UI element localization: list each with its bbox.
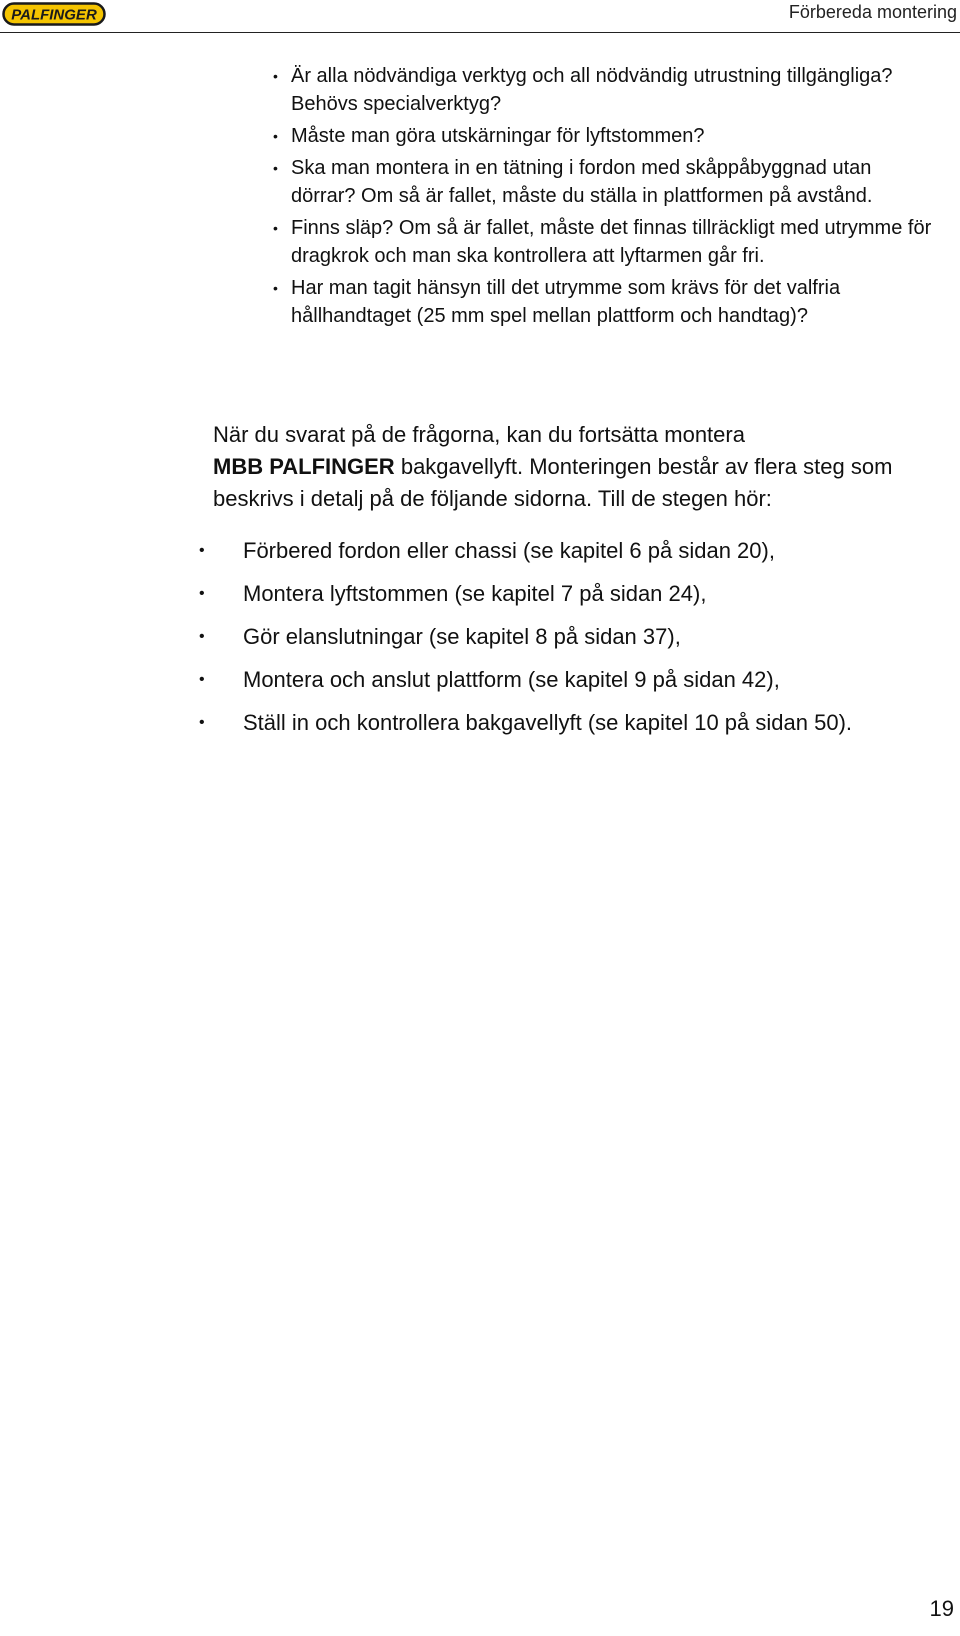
list-item: [273, 274, 933, 330]
list-item: [273, 154, 933, 210]
paragraph-text: När du svarat på de frågorna, kan du fortsätta montera: [213, 422, 745, 447]
list-item: [197, 708, 947, 738]
bullet-icon: •: [273, 280, 278, 296]
question-text: Ska man montera in en tätning i fordon med skåppåbyggnad utan dörrar? Om så är fallet, måste du ställa in plattformen på avstånd.: [291, 157, 873, 207]
list-item: [197, 665, 947, 695]
bullet-icon: •: [199, 714, 205, 731]
list-item: [197, 536, 947, 566]
bullet-icon: •: [199, 542, 205, 559]
paragraph-text: bakgavellyft. Monteringen består av flera steg som beskrivs i detalj på de följande sidorna. Till de stegen hör:: [213, 454, 893, 511]
question-text: Är alla nödvändiga verktyg och all nödvändig utrustning tillgängliga? Behövs specialverktyg?: [291, 65, 893, 115]
page-header: [0, 0, 960, 33]
logo-text: PALFINGER: [11, 6, 97, 24]
palfinger-logo: [2, 2, 106, 26]
section-title: Förbereda montering: [788, 2, 957, 22]
bullet-icon: •: [273, 128, 278, 144]
step-text: Förbered fordon eller chassi (se kapitel 6 på sidan 20),: [243, 538, 775, 563]
page-number: 19: [929, 1596, 954, 1621]
step-text: Ställ in och kontrollera bakgavellyft (se kapitel 10 på sidan 50).: [243, 710, 853, 735]
step-text: Gör elanslutningar (se kapitel 8 på sidan 37),: [243, 624, 681, 649]
step-text: Montera lyftstommen (se kapitel 7 på sidan 24),: [243, 581, 707, 606]
list-item: [273, 214, 933, 270]
question-text: Har man tagit hänsyn till det utrymme som krävs för det valfria hållhandtaget (25 mm spel mellan plattform och handtag)?: [291, 277, 841, 327]
question-text: Måste man göra utskärningar för lyftstommen?: [291, 125, 705, 147]
bullet-icon: •: [199, 628, 205, 645]
bullet-icon: •: [273, 220, 278, 236]
assembly-steps: [197, 536, 947, 751]
brand-name: MBB PALFINGER: [213, 454, 395, 479]
checklist-questions: [273, 62, 933, 334]
list-item: [273, 122, 933, 150]
step-text: Montera och anslut plattform (se kapitel 9 på sidan 42),: [243, 667, 780, 692]
bullet-icon: •: [199, 671, 205, 688]
list-item: [197, 622, 947, 652]
bullet-icon: •: [273, 160, 278, 176]
list-item: [273, 62, 933, 118]
bullet-icon: •: [273, 68, 278, 84]
list-item: [197, 579, 947, 609]
question-text: Finns släp? Om så är fallet, måste det finnas tillräckligt med utrymme för dragkrok och man ska kontrollera att lyftarmen går fri.: [291, 217, 932, 267]
intro-paragraph: [213, 419, 953, 515]
bullet-icon: •: [199, 585, 205, 602]
